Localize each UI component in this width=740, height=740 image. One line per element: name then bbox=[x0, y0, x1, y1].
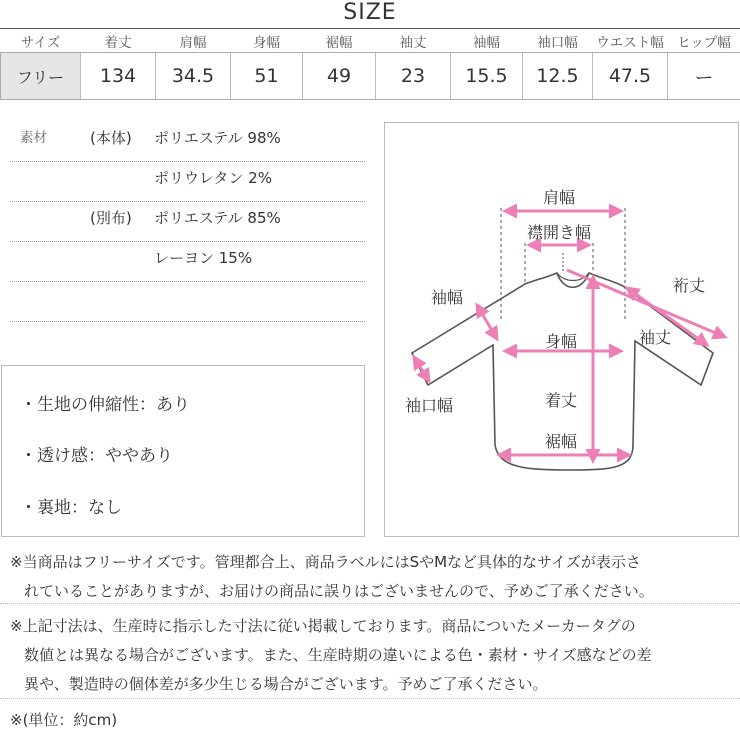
material-row bbox=[10, 162, 365, 202]
label-yuki: 裄丈 bbox=[673, 276, 706, 295]
size-table-row bbox=[1, 53, 740, 100]
note-line: ※上記寸法は、生産時に指示した寸法に従い掲載しております。商品についたメーカータグの bbox=[10, 617, 636, 635]
note-divider bbox=[0, 603, 740, 604]
unit-note: ※(単位：約cm) bbox=[10, 711, 118, 729]
label-body-width: 身幅 bbox=[545, 332, 578, 351]
cell-cuff: 12.5 bbox=[523, 53, 593, 100]
cell-size: フリー bbox=[1, 53, 81, 100]
note-line: ※当商品はフリーサイズです。管理都合上、商品ラベルにはSやMなど具体的なサイズが表示さ bbox=[10, 553, 641, 571]
material-row bbox=[10, 282, 365, 322]
measurement-diagram bbox=[384, 122, 739, 537]
header-waist: ウエスト幅 bbox=[596, 34, 664, 51]
label-shoulder: 肩幅 bbox=[543, 188, 576, 207]
label-cuff: 袖口幅 bbox=[405, 396, 454, 415]
cell-hem: 49 bbox=[303, 53, 376, 100]
note-divider bbox=[0, 698, 740, 699]
notes bbox=[10, 548, 738, 705]
label-hem: 裾幅 bbox=[545, 432, 578, 451]
material-value: ポリエステル 98% bbox=[154, 129, 281, 147]
header-hip: ヒップ幅 bbox=[677, 34, 731, 51]
note-line: れていることがありますが、お届けの商品に誤りはございませんので、予めご了承ください。 bbox=[24, 582, 654, 600]
material-value: ポリエステル 85% bbox=[154, 209, 281, 227]
material-list bbox=[10, 122, 365, 322]
cell-waist: 47.5 bbox=[593, 53, 668, 100]
label-sleeve-width: 袖幅 bbox=[431, 288, 464, 307]
header-body-width: 身幅 bbox=[253, 34, 280, 51]
size-title: SIZE bbox=[343, 0, 397, 25]
cuff-arrow bbox=[414, 357, 429, 381]
material-value: レーヨン 15% bbox=[154, 249, 253, 267]
material-row bbox=[10, 122, 365, 162]
property-sheer: ・透け感：ややあり bbox=[20, 446, 173, 466]
cell-sleeve-length: 23 bbox=[376, 53, 451, 100]
header-cuff: 袖口幅 bbox=[537, 34, 578, 51]
cell-hip: ー bbox=[668, 53, 740, 100]
property-stretch: ・生地の伸縮性：あり bbox=[20, 395, 190, 415]
material-value: ポリウレタン 2% bbox=[154, 169, 272, 187]
cell-sleeve-width: 15.5 bbox=[451, 53, 523, 100]
note-item bbox=[10, 612, 738, 699]
property-lining: ・裏地：なし bbox=[20, 498, 122, 518]
header-sleeve-length: 袖丈 bbox=[399, 34, 427, 51]
label-sleeve-length: 袖丈 bbox=[639, 328, 672, 347]
header-shoulder: 肩幅 bbox=[179, 34, 207, 51]
cell-length: 134 bbox=[81, 53, 156, 100]
note-line: 数値とは異なる場合がございます。また、生産時期の違いによる色・素材・サイズ感などの差 bbox=[24, 646, 652, 664]
header-sleeve-width: 袖幅 bbox=[473, 34, 500, 51]
label-length: 着丈 bbox=[545, 391, 578, 410]
header-hem: 裾幅 bbox=[325, 34, 353, 51]
cell-body-width: 51 bbox=[231, 53, 303, 100]
note-item bbox=[10, 548, 738, 606]
note-line: 異や、製造時の個体差が多少生じる場合がございます。予めご了承ください。 bbox=[24, 675, 548, 693]
header-size: サイズ bbox=[20, 34, 61, 51]
material-sub: (別布) bbox=[90, 209, 132, 227]
material-row bbox=[10, 242, 365, 282]
cell-shoulder: 34.5 bbox=[156, 53, 231, 100]
material-sub: (本体) bbox=[90, 129, 132, 147]
label-neck: 襟開き幅 bbox=[527, 223, 592, 242]
sleeve-width-arrow bbox=[477, 305, 497, 339]
fabric-properties-box bbox=[1, 365, 365, 537]
material-label: 素材 bbox=[20, 130, 47, 146]
size-table-header bbox=[1, 29, 740, 53]
material-row bbox=[10, 202, 365, 242]
header-length: 着丈 bbox=[104, 34, 132, 51]
size-table bbox=[0, 29, 740, 100]
